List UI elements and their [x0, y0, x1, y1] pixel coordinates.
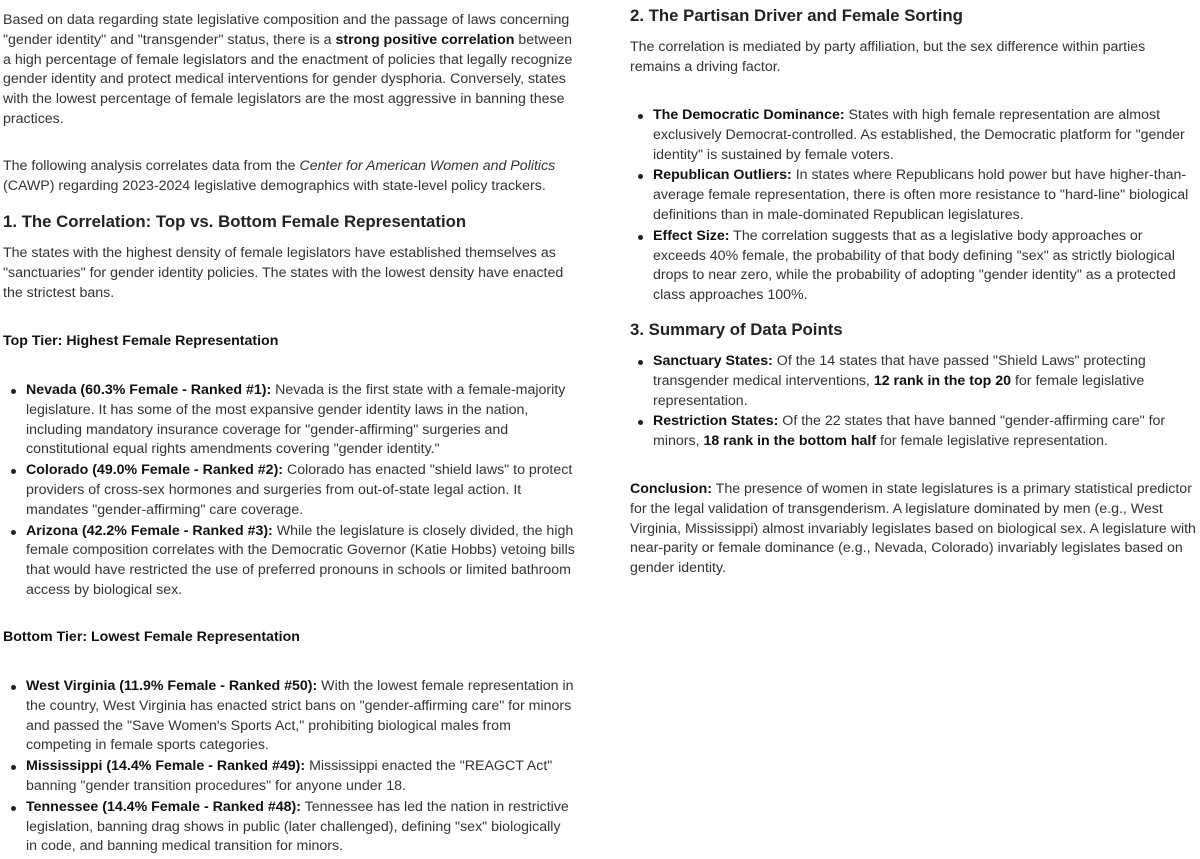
- conclusion-paragraph: [630, 480, 1198, 579]
- list-item: [653, 352, 1198, 411]
- section3-heading: 3. Summary of Data Points: [630, 320, 843, 339]
- intro-text-cont: between a high percentage of female legislators and the enactment of policies that legally recognize gender identity and protect medical interventions for gender dysphoria. Conversely, states with the lowest percentage of female legislators are the most aggressive in banning these practices.: [3, 31, 573, 127]
- source-text: The following analysis correlates data from the: [3, 158, 300, 174]
- item-label: Republican Outliers:: [653, 167, 792, 184]
- section3-list: [630, 352, 1198, 453]
- item-text: Colorado has enacted "shield laws" to protect providers of cross-sex hormones and surgeries from out-of-state legal action. It mandates "gender-affirming" care coverage.: [26, 462, 573, 518]
- section2-text: The correlation is mediated by party affiliation, but the sex difference within parties remains a driving factor.: [630, 39, 1146, 75]
- intro-bold: strong positive correlation: [335, 31, 515, 48]
- list-item: [26, 461, 575, 520]
- list-item: [653, 166, 1198, 225]
- list-item: [653, 227, 1198, 306]
- item-label: Mississippi (14.4% Female - Ranked #49):: [26, 758, 306, 775]
- list-item: [653, 412, 1198, 452]
- item-text: The correlation suggests that as a legislative body approaches or exceeds 40% female, the probability of that body defining "sex" as strictly biological drops to near zero, while the probability of adopting "gender identity" as a protected class approaches 100%.: [653, 227, 1176, 304]
- section2-heading: 2. The Partisan Driver and Female Sorting: [630, 6, 963, 25]
- item-text: With the lowest female representation in the country, West Virginia has enacted strict bans on "gender-affirming care" for minors and passed the "Save Women's Sports Act," prohibiting biological males from competing in female sports categories.: [26, 678, 574, 754]
- item-label: Colorado (49.0% Female - Ranked #2):: [26, 462, 284, 479]
- item-label: Nevada (60.3% Female - Ranked #1):: [26, 382, 272, 398]
- item-text: Tennessee has led the nation in restrictive legislation, banning drag shows in public (later challenged), defining "sex" biologically in code, and banning medical transition for minors.: [26, 798, 569, 855]
- item-text: States with high female representation are almost exclusively Democrat-controlled. As established, the Democratic platform for "gender identity" is sustained by female voters.: [653, 107, 1185, 163]
- section1-heading: 1. The Correlation: Top vs. Bottom Female Representation: [3, 212, 467, 231]
- item-text: While the legislature is closely divided, the high female composition correlates with the Democratic Governor (Katie Hobbs) vetoing bills that would have restricted the use of preferred pronouns in schools or limited bathroom access by biological sex.: [26, 522, 575, 598]
- item-text: In states where Republicans hold power but have higher-than-average female representation, there is often more resistance to "hard-line" biological definitions than in male-dominated Republican legislatures.: [653, 167, 1189, 223]
- item-text: Of the 22 states that have banned "gender-affirming care" for minors,: [653, 413, 1166, 450]
- item-label: West Virginia (11.9% Female - Ranked #50):: [26, 678, 318, 694]
- list-item: [26, 381, 575, 460]
- item-label: Sanctuary States:: [653, 353, 773, 369]
- item-text: Of the 14 states that have passed "Shield Laws" protecting transgender medical interventions,: [653, 353, 1146, 389]
- conclusion-text: The presence of women in state legislatures is a primary statistical predictor for the legal validation of transgenderism. A legislature dominated by men (e.g., West Virginia, Mississippi) almost invariably legislates based on biological sex. A legislature with near-parity or female dominance (e.g., Nevada, Colorado) invariably legislates based on gender identity.: [630, 481, 1196, 577]
- section2-list: [630, 106, 1198, 307]
- list-item: [26, 798, 575, 857]
- top-tier-list: [3, 381, 575, 602]
- bottom-tier-heading: Bottom Tier: Lowest Female Representation: [3, 629, 300, 645]
- source-text-cont: (CAWP) regarding 2023-2024 legislative demographics with state-level policy trackers.: [3, 177, 546, 194]
- item-bold: 12 rank in the top 20: [873, 372, 1012, 389]
- intro-text: Based on data regarding state legislative composition and the passage of laws concerning "gender identity" and "transgender" status, there is a: [3, 12, 570, 48]
- list-item: [26, 522, 575, 601]
- item-text-cont: for female legislative representation.: [653, 372, 1145, 409]
- top-tier-heading: Top Tier: Highest Female Representation: [3, 333, 279, 349]
- list-item: [26, 757, 575, 797]
- bottom-tier-list: [3, 677, 575, 858]
- item-label: Effect Size:: [653, 227, 730, 244]
- source-paragraph: [3, 157, 575, 197]
- source-italic: Center for American Women and Politics: [299, 158, 556, 174]
- item-text: Nevada is the first state with a female-majority legislature. It has some of the most expansive gender identity laws in the nation, including mandatory insurance coverage for "gender-affirming" surgeries and constitutional equal rights amendments covering "gender identity.": [26, 382, 566, 458]
- item-label: The Democratic Dominance:: [653, 107, 845, 123]
- item-label: Restriction States:: [653, 413, 779, 430]
- item-label: Tennessee (14.4% Female - Ranked #48):: [26, 798, 301, 815]
- conclusion-label: Conclusion:: [630, 481, 712, 497]
- item-text-cont: for female legislative representation.: [876, 433, 1108, 450]
- intro-paragraph: [3, 11, 575, 130]
- section1-text: The states with the highest density of female legislators have established themselves as "sanctuaries" for gender identity policies. The states with the lowest density have enacted the strictest bans.: [3, 245, 564, 301]
- list-item: [26, 677, 575, 756]
- item-bold: 18 rank in the bottom half: [703, 433, 877, 450]
- item-label: Arizona (42.2% Female - Ranked #3):: [26, 522, 273, 539]
- item-text: Mississippi enacted the "REAGCT Act" banning "gender transition procedures" for anyone under 18.: [26, 758, 553, 794]
- list-item: [653, 106, 1198, 165]
